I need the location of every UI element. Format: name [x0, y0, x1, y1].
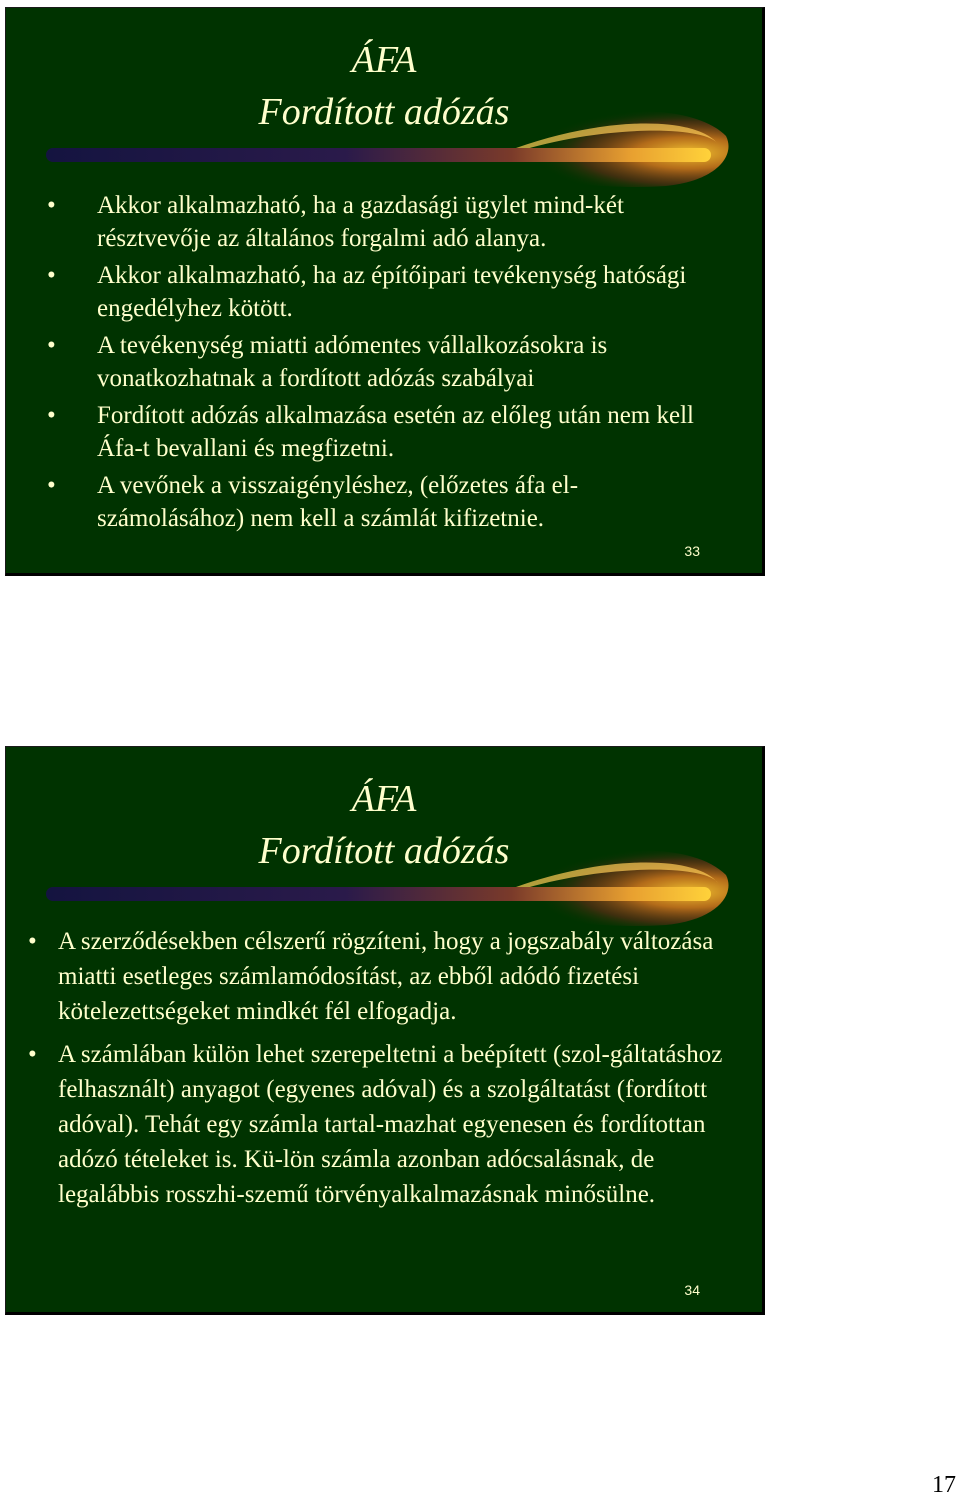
bullet-text: Akkor alkalmazható, ha a gazdasági ügylet mind-két résztvevője az általános forgalmi adó alanya.	[97, 192, 624, 252]
slide-number: 34	[684, 1282, 700, 1298]
slide-title-line1: ÁFA	[351, 39, 417, 81]
bullet-text: Akkor alkalmazható, ha az építőipari tevékenység hatósági engedélyhez kötött.	[97, 262, 687, 322]
bullet-icon: •	[28, 1041, 37, 1068]
bullet-icon: •	[47, 262, 56, 289]
bullet-text: A számlában külön lehet szerepeltetni a beépített (szol-gáltatáshoz felhasznált) anyagot (egyenes adóval) és a szolgáltatást (fordított adóval). Tehát egy számla tartal-mazhat egyenesen és fordítottan adózó tételeket is. Kü-lön számla azonban adócsalásnak, de legalábbis rosszhi-szemű törvényalkalmazásnak minősülne.	[58, 1041, 723, 1208]
bullet-list	[47, 189, 717, 539]
bullet-text: Fordított adózás alkalmazása esetén az előleg után nem kell Áfa-t bevallani és megfizetni.	[97, 402, 694, 462]
slide-34	[5, 746, 765, 1315]
bullet-icon: •	[47, 402, 56, 429]
title-swoosh-decoration	[46, 86, 736, 196]
list-item	[47, 329, 717, 395]
title-swoosh-decoration	[46, 825, 736, 935]
slide-33	[5, 7, 765, 576]
bullet-list	[28, 924, 738, 1220]
slide-title-line2: Fordított adózás	[258, 91, 510, 133]
bullet-icon: •	[47, 472, 56, 499]
page-number: 17	[932, 1472, 956, 1498]
list-item	[47, 259, 717, 325]
bullet-icon: •	[28, 928, 37, 955]
list-item	[47, 189, 717, 255]
bullet-text: A tevékenység miatti adómentes vállalkozásokra is vonatkozhatnak a fordított adózás szabályai	[97, 332, 608, 392]
list-item	[47, 469, 717, 535]
slide-title-line1: ÁFA	[351, 778, 417, 820]
slide-title-line2: Fordított adózás	[258, 830, 510, 872]
bullet-text: A vevőnek a visszaigényléshez, (előzetes áfa el-számolásához) nem kell a számlát kifizetnie.	[97, 472, 579, 532]
bullet-icon: •	[47, 192, 56, 219]
slide-number: 33	[684, 543, 700, 559]
list-item	[47, 399, 717, 465]
list-item	[28, 924, 738, 1029]
bullet-icon: •	[47, 332, 56, 359]
list-item	[28, 1037, 738, 1212]
bullet-text: A szerződésekben célszerű rögzíteni, hogy a jogszabály változása miatti esetleges számlamódosítást, az ebből adódó fizetési kötelezettségeket mindkét fél elfogadja.	[58, 928, 714, 1025]
